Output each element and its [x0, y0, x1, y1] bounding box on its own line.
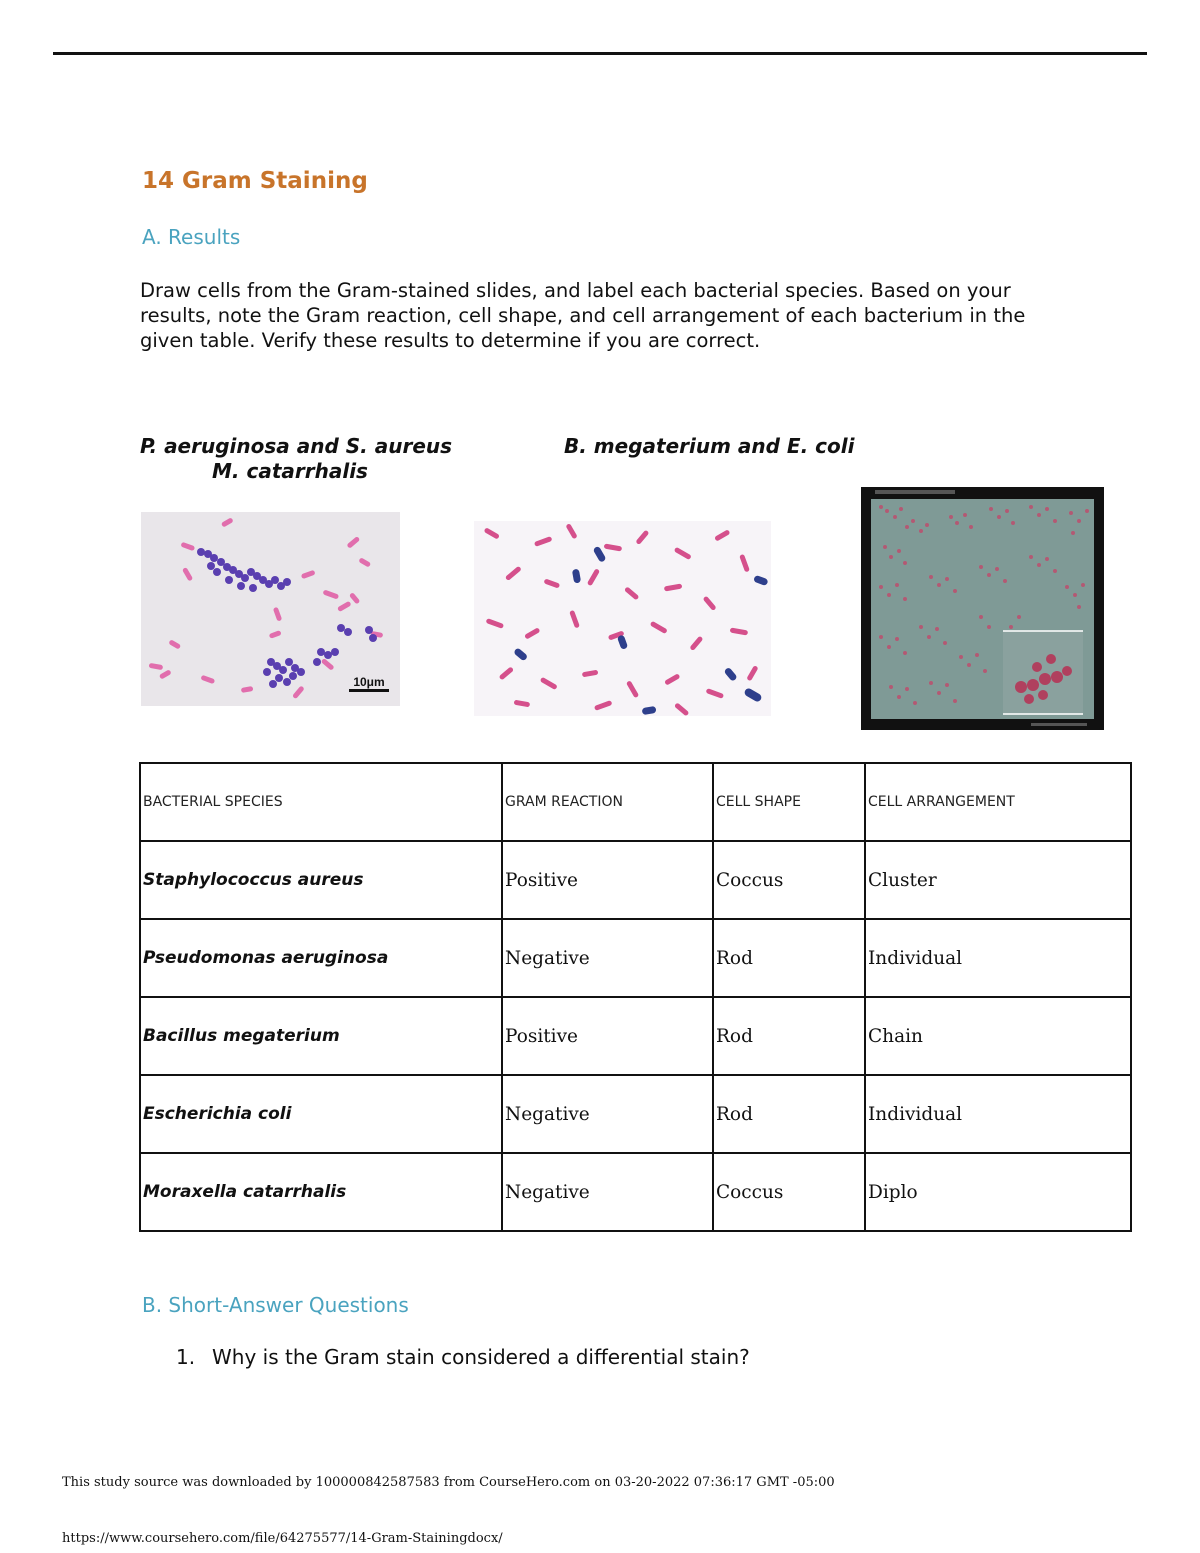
- cell-arrangement-cell: Diplo: [865, 1153, 1131, 1231]
- cell-shape-cell: Coccus: [713, 1153, 865, 1231]
- cell-arrangement-cell: Chain: [865, 997, 1131, 1075]
- cell-arrangement-cell: Individual: [865, 919, 1131, 997]
- figure-label-1: P. aeruginosa and S. aureus: [140, 434, 453, 458]
- species-cell: Pseudomonas aeruginosa: [140, 919, 502, 997]
- gram-reaction-cell: Positive: [502, 841, 713, 919]
- page-title: 14 Gram Staining: [142, 168, 368, 194]
- section-b-heading: B. Short-Answer Questions: [142, 1293, 409, 1317]
- header-cell: CELL SHAPE: [713, 763, 865, 841]
- question-1: [176, 1345, 750, 1369]
- species-cell: Staphylococcus aureus: [140, 841, 502, 919]
- species-cell: Moraxella catarrhalis: [140, 1153, 502, 1231]
- header-cell: CELL ARRANGEMENT: [865, 763, 1131, 841]
- micrograph-mixed: [141, 512, 400, 706]
- cell-shape-cell: Rod: [713, 919, 865, 997]
- footer-source: This study source was downloaded by 100000842587583 from CourseHero.com on 03-20-2022 07:36:17 GMT -05:00: [62, 1475, 835, 1490]
- table-row: [140, 919, 1131, 997]
- table-row: [140, 1075, 1131, 1153]
- scale-bar-label: 10μm: [353, 675, 385, 689]
- question-text: Why is the Gram stain considered a differential stain?: [212, 1345, 750, 1369]
- cell-shape-cell: Coccus: [713, 841, 865, 919]
- gram-reaction-cell: Positive: [502, 997, 713, 1075]
- top-rule: [53, 52, 1147, 55]
- gram-reaction-cell: Negative: [502, 919, 713, 997]
- table-row: [140, 997, 1131, 1075]
- micrograph-diplococci: [861, 487, 1104, 730]
- figure-label-1b: M. catarrhalis: [212, 459, 368, 483]
- table-row: [140, 841, 1131, 919]
- table-header-row: [140, 763, 1131, 841]
- gram-reaction-cell: Negative: [502, 1075, 713, 1153]
- figure-label-2: B. megaterium and E. coli: [564, 434, 855, 458]
- micrograph-rods: [474, 521, 771, 716]
- species-cell: Escherichia coli: [140, 1075, 502, 1153]
- section-a-heading: A. Results: [142, 225, 241, 249]
- cell-shape-cell: Rod: [713, 997, 865, 1075]
- gram-reaction-cell: Negative: [502, 1153, 713, 1231]
- results-table: [139, 762, 1132, 1232]
- species-cell: Bacillus megaterium: [140, 997, 502, 1075]
- cell-shape-cell: Rod: [713, 1075, 865, 1153]
- footer-url-link[interactable]: https://www.coursehero.com/file/64275577/14-Gram-Stainingdocx/: [62, 1531, 503, 1546]
- instructions-paragraph: Draw cells from the Gram-stained slides, and label each bacterial species. Based on your results, note the Gram reaction, cell shape, and cell arrangement of each bacterium in the given table. Verify these results to determine if you are correct.: [140, 279, 1026, 352]
- table-row: [140, 1153, 1131, 1231]
- cell-arrangement-cell: Cluster: [865, 841, 1131, 919]
- question-number: 1.: [176, 1345, 196, 1369]
- cell-arrangement-cell: Individual: [865, 1075, 1131, 1153]
- header-cell: GRAM REACTION: [502, 763, 713, 841]
- header-cell: BACTERIAL SPECIES: [140, 763, 502, 841]
